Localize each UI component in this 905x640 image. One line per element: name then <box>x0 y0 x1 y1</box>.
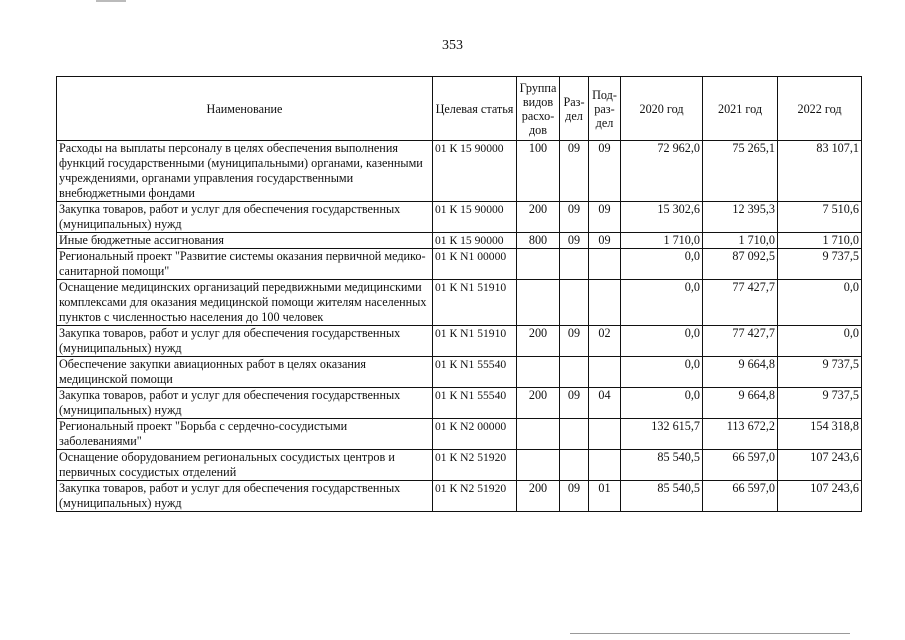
budget-table <box>56 76 862 512</box>
row-section: 09 <box>560 326 589 357</box>
row-expense-group: 100 <box>517 141 560 202</box>
table-row <box>57 481 862 512</box>
row-amount-2020: 0,0 <box>621 326 703 357</box>
row-section: 09 <box>560 141 589 202</box>
row-expense-group <box>517 280 560 326</box>
row-name: Оснащение оборудованием региональных сосудистых центров и первичных сосудистых отделений <box>57 450 433 481</box>
row-section <box>560 357 589 388</box>
row-expense-group <box>517 450 560 481</box>
table-row <box>57 249 862 280</box>
row-expense-group <box>517 249 560 280</box>
row-amount-2020: 72 962,0 <box>621 141 703 202</box>
table-row <box>57 233 862 249</box>
row-target-code: 01 К N1 51910 <box>433 280 517 326</box>
row-section: 09 <box>560 388 589 419</box>
row-name: Оснащение медицинских организаций передвижными медицинскими комплексами для оказания медицинской помощи жителям населенных пунктов с численностью населения до 100 человек <box>57 280 433 326</box>
row-section <box>560 280 589 326</box>
table-row <box>57 450 862 481</box>
row-amount-2022: 0,0 <box>778 280 862 326</box>
row-name: Закупка товаров, работ и услуг для обеспечения государственных (муниципальных) нужд <box>57 326 433 357</box>
row-subsection: 02 <box>589 326 621 357</box>
row-amount-2021: 77 427,7 <box>703 326 778 357</box>
row-name: Расходы на выплаты персоналу в целях обеспечения выполнения функций государственными (муниципальными) органами, казенными учреждениями, органами управления государственными внебюджетными фондами <box>57 141 433 202</box>
row-amount-2021: 87 092,5 <box>703 249 778 280</box>
row-amount-2020: 1 710,0 <box>621 233 703 249</box>
row-amount-2022: 0,0 <box>778 326 862 357</box>
row-section <box>560 419 589 450</box>
row-section <box>560 450 589 481</box>
row-target-code: 01 К N1 51910 <box>433 326 517 357</box>
row-name: Закупка товаров, работ и услуг для обеспечения государственных (муниципальных) нужд <box>57 202 433 233</box>
table-row <box>57 419 862 450</box>
row-subsection: 09 <box>589 141 621 202</box>
row-expense-group <box>517 357 560 388</box>
row-amount-2021: 9 664,8 <box>703 388 778 419</box>
row-target-code: 01 К N1 55540 <box>433 357 517 388</box>
row-amount-2022: 7 510,6 <box>778 202 862 233</box>
row-amount-2020: 85 540,5 <box>621 450 703 481</box>
row-section: 09 <box>560 481 589 512</box>
row-amount-2021: 66 597,0 <box>703 481 778 512</box>
row-target-code: 01 К 15 90000 <box>433 141 517 202</box>
header-target: Целевая статья <box>433 77 517 141</box>
row-expense-group: 200 <box>517 388 560 419</box>
header-2020: 2020 год <box>621 77 703 141</box>
row-subsection: 04 <box>589 388 621 419</box>
row-amount-2022: 9 737,5 <box>778 357 862 388</box>
table-row <box>57 326 862 357</box>
row-target-code: 01 К N2 51920 <box>433 450 517 481</box>
table-header-row <box>57 77 862 141</box>
row-section: 09 <box>560 202 589 233</box>
header-name: Наименование <box>57 77 433 141</box>
row-subsection <box>589 280 621 326</box>
row-name: Закупка товаров, работ и услуг для обеспечения государственных (муниципальных) нужд <box>57 388 433 419</box>
row-target-code: 01 К N1 00000 <box>433 249 517 280</box>
header-subsection: Под-раз-дел <box>589 77 621 141</box>
row-subsection <box>589 249 621 280</box>
row-amount-2022: 1 710,0 <box>778 233 862 249</box>
row-target-code: 01 К N2 51920 <box>433 481 517 512</box>
header-group: Группа видов расхо-дов <box>517 77 560 141</box>
row-amount-2021: 113 672,2 <box>703 419 778 450</box>
row-target-code: 01 К N1 55540 <box>433 388 517 419</box>
row-amount-2020: 85 540,5 <box>621 481 703 512</box>
row-amount-2021: 77 427,7 <box>703 280 778 326</box>
row-section <box>560 249 589 280</box>
row-expense-group: 800 <box>517 233 560 249</box>
table-row <box>57 388 862 419</box>
row-name: Иные бюджетные ассигнования <box>57 233 433 249</box>
header-section: Раз-дел <box>560 77 589 141</box>
row-amount-2020: 0,0 <box>621 388 703 419</box>
scan-bottom-rule <box>570 633 850 634</box>
row-amount-2020: 15 302,6 <box>621 202 703 233</box>
row-name: Региональный проект "Борьба с сердечно-сосудистыми заболеваниями" <box>57 419 433 450</box>
row-amount-2020: 0,0 <box>621 357 703 388</box>
row-amount-2020: 0,0 <box>621 249 703 280</box>
table-body <box>57 141 862 512</box>
row-expense-group: 200 <box>517 326 560 357</box>
row-target-code: 01 К N2 00000 <box>433 419 517 450</box>
row-target-code: 01 К 15 90000 <box>433 202 517 233</box>
row-amount-2022: 107 243,6 <box>778 450 862 481</box>
row-subsection <box>589 357 621 388</box>
row-amount-2020: 0,0 <box>621 280 703 326</box>
row-name: Обеспечение закупки авиационных работ в целях оказания медицинской помощи <box>57 357 433 388</box>
row-subsection: 09 <box>589 233 621 249</box>
header-2022: 2022 год <box>778 77 862 141</box>
table-row <box>57 280 862 326</box>
row-target-code: 01 К 15 90000 <box>433 233 517 249</box>
row-subsection: 09 <box>589 202 621 233</box>
row-subsection <box>589 419 621 450</box>
row-amount-2022: 9 737,5 <box>778 388 862 419</box>
header-2021: 2021 год <box>703 77 778 141</box>
row-amount-2021: 66 597,0 <box>703 450 778 481</box>
page-number: 353 <box>442 38 463 53</box>
row-subsection: 01 <box>589 481 621 512</box>
row-name: Региональный проект "Развитие системы оказания первичной медико-санитарной помощи" <box>57 249 433 280</box>
row-name: Закупка товаров, работ и услуг для обеспечения государственных (муниципальных) нужд <box>57 481 433 512</box>
row-amount-2021: 12 395,3 <box>703 202 778 233</box>
row-expense-group: 200 <box>517 202 560 233</box>
scan-artifact-mark <box>96 0 126 2</box>
row-expense-group <box>517 419 560 450</box>
row-amount-2022: 83 107,1 <box>778 141 862 202</box>
row-amount-2021: 75 265,1 <box>703 141 778 202</box>
row-amount-2021: 1 710,0 <box>703 233 778 249</box>
table-row <box>57 202 862 233</box>
row-subsection <box>589 450 621 481</box>
table-row <box>57 357 862 388</box>
row-section: 09 <box>560 233 589 249</box>
row-amount-2020: 132 615,7 <box>621 419 703 450</box>
row-amount-2022: 107 243,6 <box>778 481 862 512</box>
row-amount-2022: 9 737,5 <box>778 249 862 280</box>
row-amount-2022: 154 318,8 <box>778 419 862 450</box>
row-expense-group: 200 <box>517 481 560 512</box>
table-row <box>57 141 862 202</box>
row-amount-2021: 9 664,8 <box>703 357 778 388</box>
